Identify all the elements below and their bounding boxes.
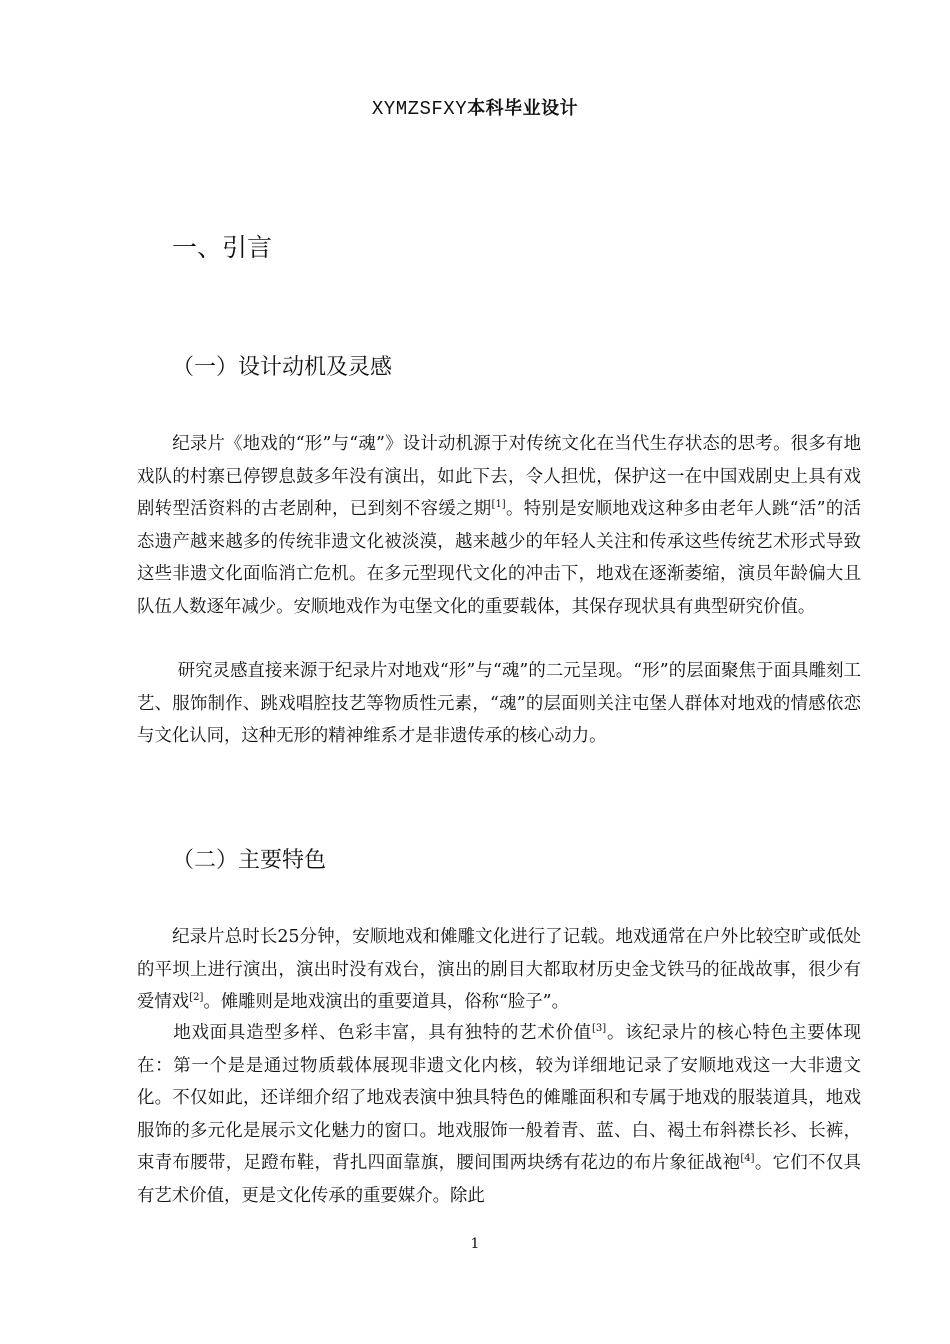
- paragraph-motivation: [137, 428, 861, 624]
- paragraph-inspiration: 研究灵感直接来源于纪录片对地戏“形”与“魂”的二元呈现。“形”的层面聚焦于面具雕刻工艺、服饰制作、跳戏唱腔技艺等物质性元素，“魂”的层面则关注屯堡人群体对地戏的情感依恋与文化认同，这种无形的精神维系才是非遗传承的核心动力。: [137, 661, 861, 747]
- subsection-heading-motivation: （一）设计动机及灵感: [172, 355, 393, 380]
- paragraph-text: 。该纪录片的核心特色主要体现在：第一个是是通过物质载体展现非遗文化内核，较为详细地记录了安顺地戏这一大非遗文化。不仅如此，还详细介绍了地戏表演中独具特色的傩雕面积和专属于地戏的服装道具，地戏服饰的多元化是展示文化魅力的窗口。地戏服饰一般着青、蓝、白、褐土布斜襟长衫、长裤，束青布腰带，足蹬布鞋，背扎四面靠旗，腰间围两块绣有花边的布片象征战袍: [137, 1023, 861, 1174]
- paragraph-text: 。傩雕则是地戏演出的重要道具，俗称“脸子”。: [203, 992, 569, 1013]
- paragraph-overview: [137, 921, 861, 1019]
- citation-ref: [4]: [740, 1153, 755, 1165]
- section-heading-introduction: 一、引言: [172, 233, 273, 262]
- subsection-heading-features: （二）主要特色: [172, 848, 327, 873]
- paragraph-text: 纪录片总时长25分钟，安顺地戏和傩雕文化进行了记载。地戏通常在户外比较空旷或低处的平坝上进行演出，演出时没有戏台，演出的剧目大都取材历史金戈铁马的征战故事，很少有爱情戏: [137, 927, 861, 1013]
- page-header: [0, 94, 950, 120]
- citation-ref: [1]: [491, 499, 506, 511]
- page-number: 1: [470, 1236, 480, 1252]
- header-code: XYMZSFXY: [371, 98, 468, 120]
- citation-ref: [2]: [189, 992, 204, 1004]
- paragraph-text: 。它们不仅具有艺术价值，更是文化传承的重要媒介。除此: [137, 1153, 861, 1206]
- citation-ref: [3]: [592, 1023, 607, 1034]
- paragraph-text: 地戏面具造型多样、色彩丰富，具有独特的艺术价值: [137, 1023, 593, 1043]
- header-title: 本科毕业设计: [467, 98, 579, 119]
- paragraph-masks-costumes: [137, 1017, 861, 1213]
- paragraph-text: 纪录片《地戏的“形”与“魂”》设计动机源于对传统文化在当代生存状态的思考。很多有地戏队的村寨已停锣息鼓多年没有演出，如此下去，令人担忧，保护这一在中国戏剧史上具有戏剧转型活资料的古老剧种，已到刻不容缓之期: [137, 434, 861, 520]
- paragraph-text: 。特别是安顺地戏这种多由老年人跳“活”的活态遗产越来越多的传统非遗文化被淡漠，越来越少的年轻人关注和传承这些传统艺术形式导致这些非遗文化面临消亡危机。在多元型现代文化的冲击下，地戏在逐渐萎缩，演员年龄偏大且队伍人数逐年减少。安顺地戏作为屯堡文化的重要载体，其保存现状具有典型研究价值。: [137, 499, 861, 617]
